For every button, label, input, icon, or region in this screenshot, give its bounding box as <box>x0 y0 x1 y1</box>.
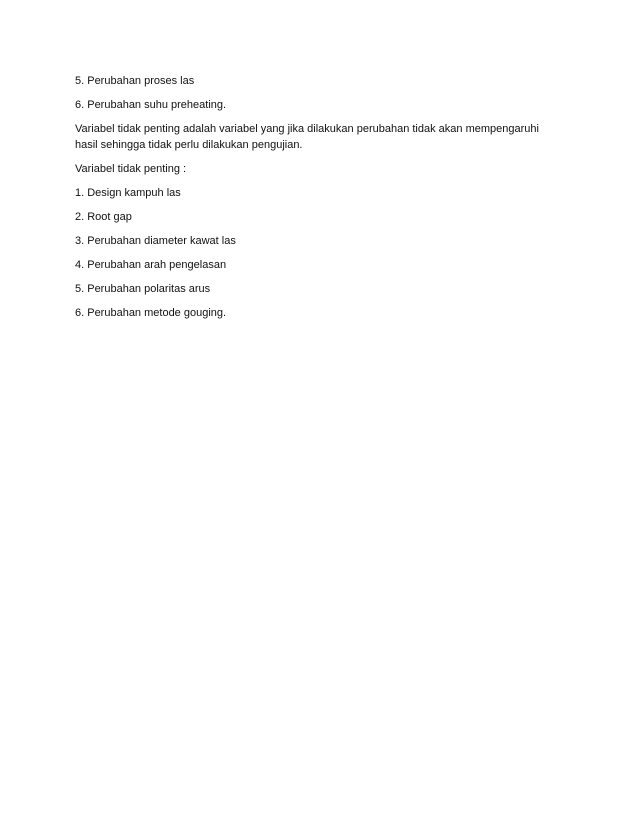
section-heading: Variabel tidak penting : <box>75 163 187 175</box>
list-item: 4. Perubahan arah pengelasan <box>75 259 227 271</box>
paragraph: Variabel tidak penting adalah variabel yang jika dilakukan perubahan tidak akan mempengaruhi hasil sehingga tidak perlu dilakukan pengujian. <box>75 123 539 151</box>
document-body <box>75 73 555 329</box>
list-item: 5. Perubahan proses las <box>75 75 195 87</box>
list-item: 3. Perubahan diameter kawat las <box>75 235 236 247</box>
list-item: 6. Perubahan suhu preheating. <box>75 99 227 111</box>
list-item: 5. Perubahan polaritas arus <box>75 283 211 295</box>
list-item: 6. Perubahan metode gouging. <box>75 307 227 319</box>
list-item: 1. Design kampuh las <box>75 187 181 199</box>
list-item: 2. Root gap <box>75 211 132 223</box>
